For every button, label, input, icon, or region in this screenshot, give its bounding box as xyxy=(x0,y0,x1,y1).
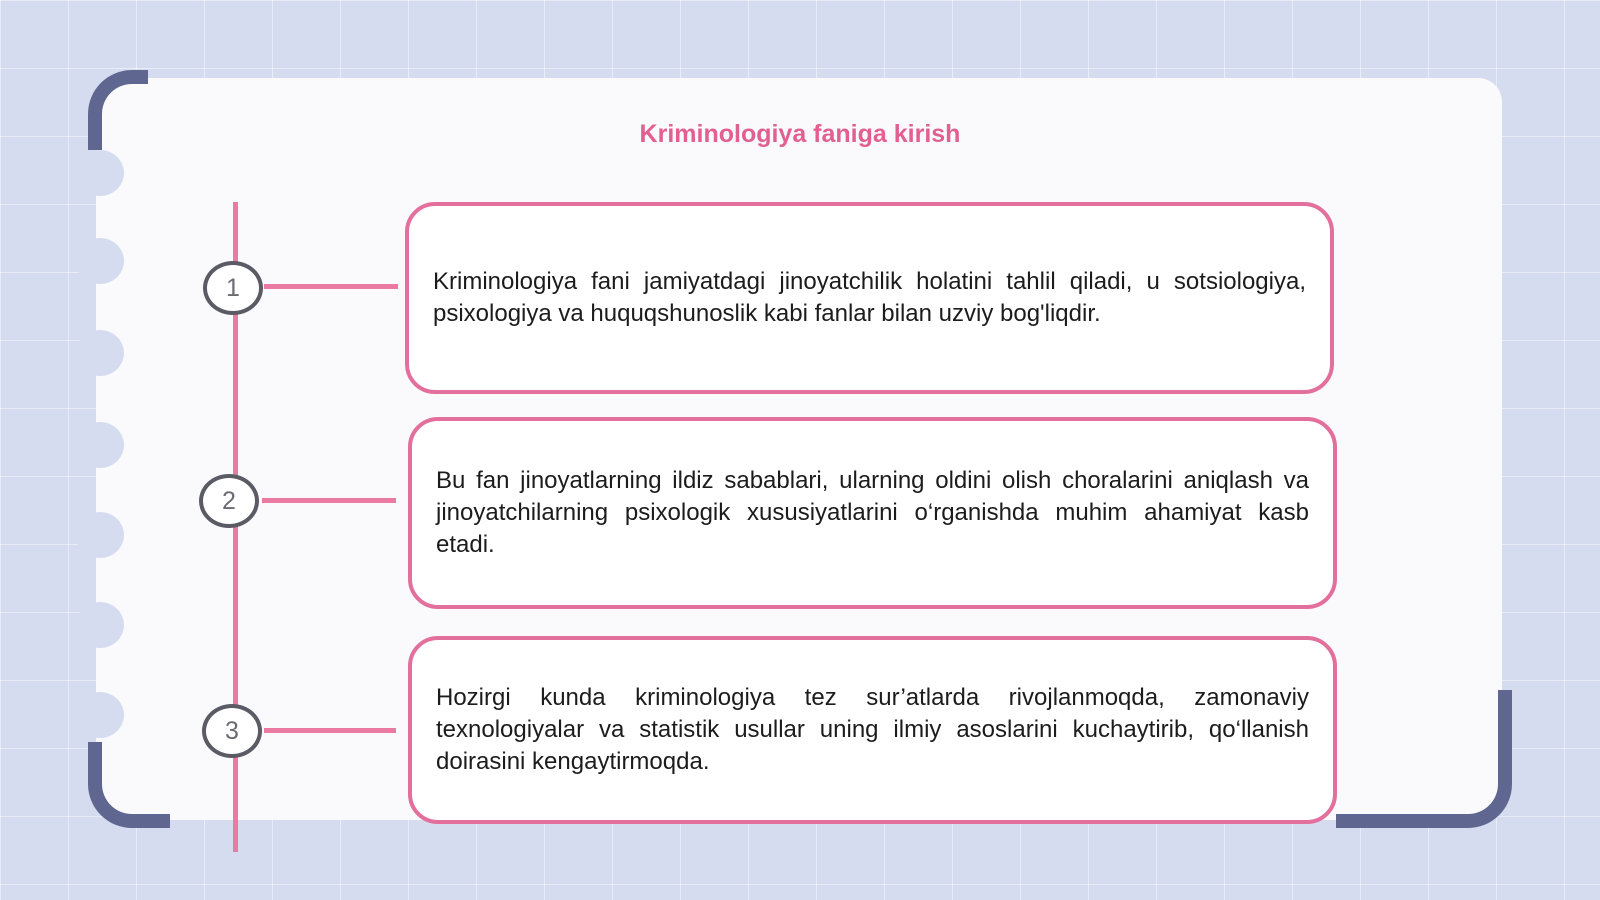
frame-corner-bottom-right xyxy=(1336,690,1512,828)
paper-scallop xyxy=(76,692,124,738)
step-card xyxy=(405,202,1334,394)
timeline-connector xyxy=(264,728,396,733)
step-text: Hozirgi kunda kriminologiya tez sur’atlarda rivojlanmoqda, zamonaviy texnologiyalar va statistik usullar uning ilmiy asoslarini kuchaytirib, qo‘llanish doirasini kengaytirmoqda. xyxy=(436,684,1309,775)
paper-scallop xyxy=(76,602,124,648)
frame-corner-bottom-left xyxy=(88,742,170,828)
paper-scallop xyxy=(76,422,124,468)
step-number-badge xyxy=(203,261,263,315)
step-number-badge xyxy=(202,704,262,758)
step-number-badge xyxy=(199,474,259,528)
slide-title: Kriminologiya faniga kirish xyxy=(639,120,961,148)
paper-scallop xyxy=(76,150,124,196)
paper-scallop xyxy=(76,330,124,376)
step-number: 3 xyxy=(225,716,239,745)
frame-corner-top-left xyxy=(88,70,148,150)
step-number: 1 xyxy=(226,273,240,302)
timeline-connector xyxy=(262,498,396,503)
step-text: Bu fan jinoyatlarning ildiz sabablari, ularning oldini olish choralarini aniqlash va jinoyatchilarning psixologik xususiyatlarini o‘rganishda muhim ahamiyat kasb etadi. xyxy=(436,467,1309,558)
paper-scallop xyxy=(76,512,124,558)
step-number: 2 xyxy=(222,486,236,515)
timeline-connector xyxy=(264,284,398,289)
step-text: Kriminologiya fani jamiyatdagi jinoyatchilik holatini tahlil qiladi, u sotsiologiya, psixologiya va huquqshunoslik kabi fanlar bilan uzviy bog'liqdir. xyxy=(433,268,1306,327)
step-card xyxy=(408,636,1337,824)
step-card xyxy=(408,417,1337,609)
paper-scallop xyxy=(76,238,124,284)
